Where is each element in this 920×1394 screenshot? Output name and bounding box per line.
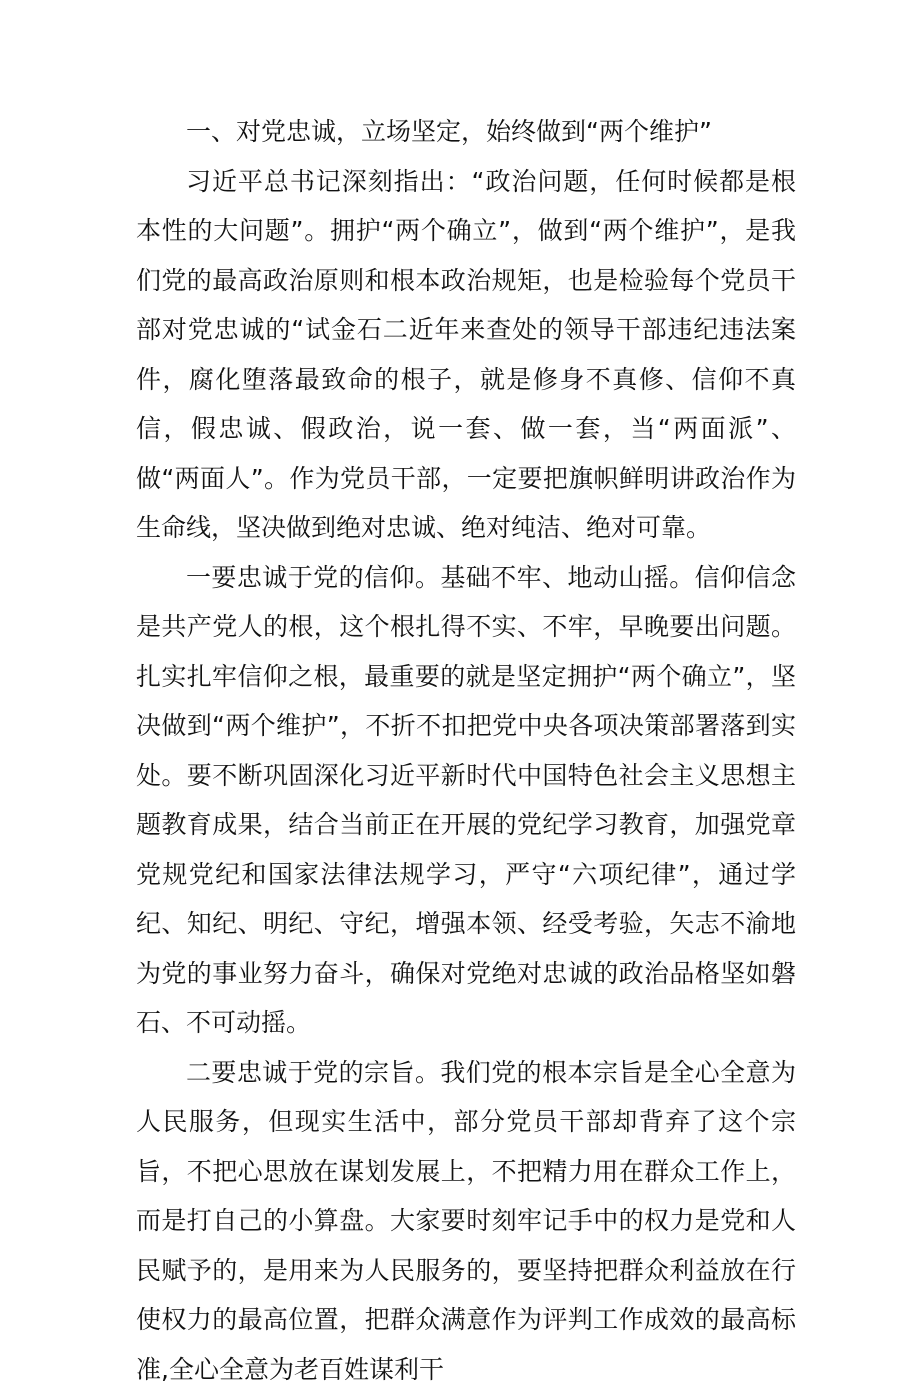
paragraph: 习近平总书记深刻指出：“政治问题，任何时候都是根本性的大问题”。拥护“两个确立”，做到“两个维护”，是我们党的最高政治原则和根本政治规矩，也是检验每个党员干部对党忠诚的“试金石二近年来查处的领导干部违纪违法案件，腐化堕落最致命的根子，就是修身不真修、信仰不真信，假忠诚、假政治，说一套、做一套，当“两面派”、做“两面人”。作为党员干部，一定要把旗帜鲜明讲政治作为生命线，坚决做到绝对忠诚、绝对纯洁、绝对可靠。 xyxy=(136,157,796,553)
section-heading: 一、对党忠诚，立场坚定，始终做到“两个维护” xyxy=(136,107,796,157)
paragraph: 二要忠诚于党的宗旨。我们党的根本宗旨是全心全意为人民服务，但现实生活中，部分党员干部却背弃了这个宗旨，不把心思放在谋划发展上，不把精力用在群众工作上，而是打自己的小算盘。大家要时刻牢记手中的权力是党和人民赋予的，是用来为人民服务的，要坚持把群众利益放在行使权力的最高位置，把群众满意作为评判工作成效的最高标准,全心全意为老百姓谋利干 xyxy=(136,1048,796,1394)
document-body xyxy=(136,107,796,1394)
paragraph: 一要忠诚于党的信仰。基础不牢、地动山摇。信仰信念是共产党人的根，这个根扎得不实、不牢，早晚要出问题。扎实扎牢信仰之根，最重要的就是坚定拥护“两个确立”，坚决做到“两个维护”，不折不扣把党中央各项决策部署落到实处。要不断巩固深化习近平新时代中国特色社会主义思想主题教育成果，结合当前正在开展的党纪学习教育，加强党章党规党纪和国家法律法规学习，严守“六项纪律”，通过学纪、知纪、明纪、守纪，增强本领、经受考验，矢志不渝地为党的事业努力奋斗，确保对党绝对忠诚的政治品格坚如磐石、不可动摇。 xyxy=(136,553,796,1048)
